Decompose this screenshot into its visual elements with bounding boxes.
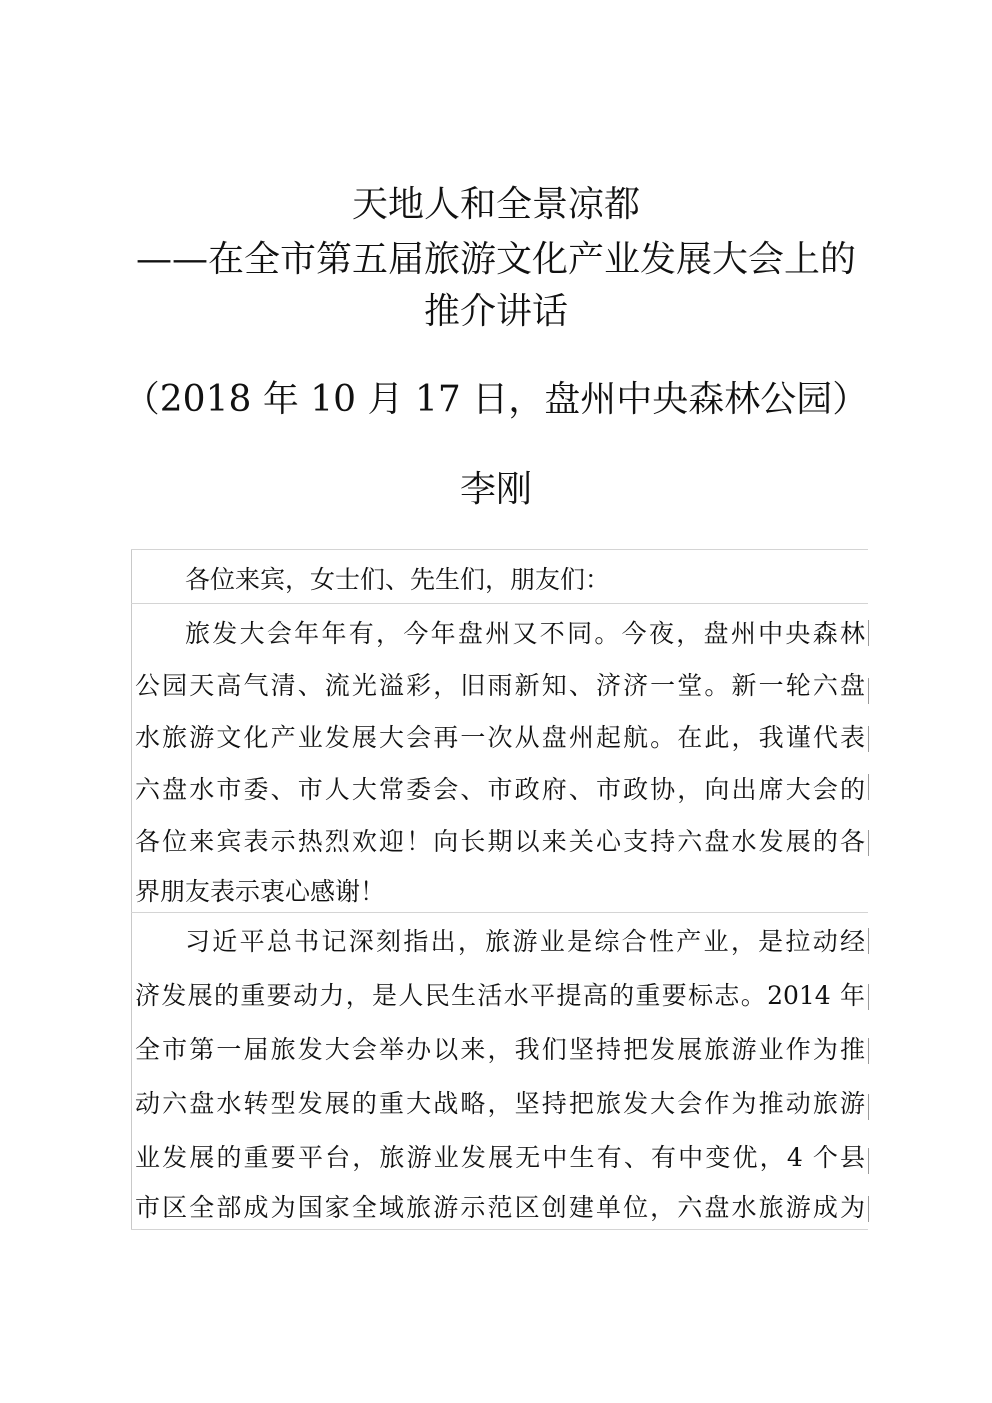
paragraph-2-line: 市区全部成为国家全域旅游示范区创建单位，六盘水旅游成为	[135, 1193, 865, 1222]
paragraph-rule	[131, 912, 868, 913]
paragraph-1-line: 界朋友表示衷心感谢！	[135, 877, 386, 906]
right-marker	[868, 620, 869, 646]
right-marker	[868, 1094, 869, 1120]
right-marker	[868, 774, 869, 800]
paragraph-1-line: 六盘水市委、市人大常委会、市政府、市政协，向出席大会的	[135, 775, 865, 804]
paragraph-rule	[131, 603, 868, 604]
paragraph-1-line: 水旅游文化产业发展大会再一次从盘州起航。在此，我谨代表	[135, 723, 865, 752]
author-name: 李刚	[459, 469, 532, 510]
greeting: 各位来宾，女士们、先生们，朋友们：	[185, 565, 611, 594]
date-place-heading: （2018 年 10 月 17 日，盘州中央森林公园）	[123, 379, 869, 420]
right-marker	[868, 928, 869, 954]
page-title-line-2: ——在全市第五届旅游文化产业发展大会上的	[135, 239, 856, 280]
right-marker	[868, 830, 869, 856]
paragraph-2-line: 济发展的重要动力，是人民生活水平提高的重要标志。2014 年	[135, 981, 865, 1010]
right-marker	[868, 726, 869, 752]
paragraph-2-line: 业发展的重要平台，旅游业发展无中生有、有中变优，4 个县	[135, 1143, 865, 1172]
paragraph-1-line: 公园天高气清、流光溢彩，旧雨新知、济济一堂。新一轮六盘	[135, 671, 865, 700]
right-marker	[868, 984, 869, 1010]
frame-bottom-rule	[131, 1229, 868, 1230]
right-marker	[868, 678, 869, 704]
right-marker	[868, 1038, 869, 1064]
paragraph-2-line: 动六盘水转型发展的重大战略，坚持把旅发大会作为推动旅游	[135, 1089, 865, 1118]
page-title-line-3: 推介讲话	[423, 291, 568, 332]
paragraph-2-line: 全市第一届旅发大会举办以来，我们坚持把发展旅游业作为推	[135, 1035, 865, 1064]
paragraph-1-line: 旅发大会年年有，今年盘州又不同。今夜，盘州中央森林	[185, 619, 865, 648]
right-marker	[868, 1196, 869, 1222]
frame-left-border	[131, 549, 132, 1229]
frame-top-rule	[131, 549, 868, 550]
paragraph-1-line: 各位来宾表示热烈欢迎！向长期以来关心支持六盘水发展的各	[135, 827, 865, 856]
paragraph-2-line: 习近平总书记深刻指出，旅游业是综合性产业，是拉动经	[185, 927, 865, 956]
page-title-line-1: 天地人和全景凉都	[351, 184, 640, 225]
right-marker	[868, 1148, 869, 1174]
